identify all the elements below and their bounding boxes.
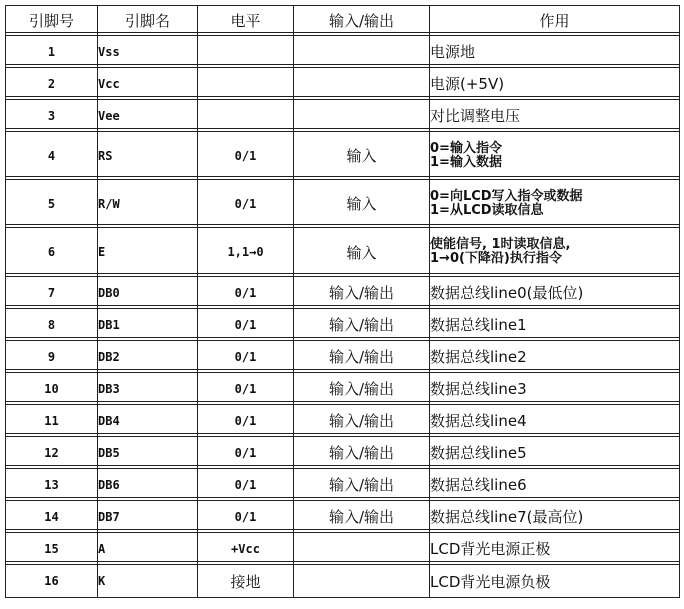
function-line: 数据总线line7(最高位) xyxy=(430,508,584,526)
level-cell: +Vcc xyxy=(198,533,294,565)
header-row xyxy=(6,6,679,36)
pin-number-cell: 9 xyxy=(6,341,98,373)
level-cell xyxy=(198,100,294,132)
pin-name-cell: DB4 xyxy=(98,405,198,437)
pin-number-cell: 5 xyxy=(6,180,98,228)
function-line: 对比调整电压 xyxy=(430,107,521,125)
function-line: 数据总线line5 xyxy=(430,444,527,462)
function-line: 数据总线line2 xyxy=(430,348,527,366)
pin-name-cell: DB7 xyxy=(98,501,198,533)
pin-number-cell: 8 xyxy=(6,309,98,341)
header-level: 电平 xyxy=(198,6,294,36)
table-row xyxy=(6,309,679,341)
pin-number-cell: 2 xyxy=(6,68,98,100)
pin-number-cell: 12 xyxy=(6,437,98,469)
function-cell xyxy=(430,132,679,180)
level-cell xyxy=(198,68,294,100)
level-cell: 0/1 xyxy=(198,373,294,405)
function-cell xyxy=(430,180,679,228)
table-row xyxy=(6,341,679,373)
function-line: 数据总线line6 xyxy=(430,476,527,494)
io-cell xyxy=(294,565,430,597)
io-cell: 输入 xyxy=(294,180,430,228)
pin-name-cell: Vcc xyxy=(98,68,198,100)
function-line: 电源地 xyxy=(430,43,476,61)
function-line: 数据总线line0(最低位) xyxy=(430,284,584,302)
level-cell: 0/1 xyxy=(198,341,294,373)
level-cell: 接地 xyxy=(198,565,294,597)
level-cell: 0/1 xyxy=(198,132,294,180)
level-cell: 0/1 xyxy=(198,277,294,309)
level-cell: 0/1 xyxy=(198,405,294,437)
pin-number-cell: 14 xyxy=(6,501,98,533)
table-row xyxy=(6,373,679,405)
pin-name-cell: Vee xyxy=(98,100,198,132)
function-cell xyxy=(430,469,679,501)
pin-number-cell: 1 xyxy=(6,36,98,68)
function-cell xyxy=(430,309,679,341)
function-cell xyxy=(430,405,679,437)
io-cell: 输入/输出 xyxy=(294,405,430,437)
pin-name-cell: E xyxy=(98,228,198,277)
pin-name-cell: A xyxy=(98,533,198,565)
pin-name-cell: DB2 xyxy=(98,341,198,373)
table-row xyxy=(6,132,679,180)
pin-name-cell: K xyxy=(98,565,198,597)
table-row xyxy=(6,501,679,533)
function-line: 电源(+5V) xyxy=(430,75,505,93)
function-line: 使能信号, 1时读取信息, xyxy=(430,237,571,252)
header-pin-name: 引脚名 xyxy=(98,6,198,36)
table-row xyxy=(6,100,679,132)
function-cell xyxy=(430,36,679,68)
level-cell: 0/1 xyxy=(198,469,294,501)
function-line: 数据总线line3 xyxy=(430,380,527,398)
pin-name-cell: DB6 xyxy=(98,469,198,501)
pin-number-cell: 16 xyxy=(6,565,98,597)
table-row xyxy=(6,565,679,597)
io-cell xyxy=(294,533,430,565)
table-row xyxy=(6,36,679,68)
function-cell xyxy=(430,341,679,373)
function-line: LCD背光电源正极 xyxy=(430,540,551,558)
function-cell xyxy=(430,533,679,565)
table-row xyxy=(6,68,679,100)
pin-number-cell: 6 xyxy=(6,228,98,277)
pin-number-cell: 15 xyxy=(6,533,98,565)
header-pin-number: 引脚号 xyxy=(6,6,98,36)
io-cell: 输入/输出 xyxy=(294,437,430,469)
level-cell: 0/1 xyxy=(198,180,294,228)
pin-number-cell: 10 xyxy=(6,373,98,405)
pin-number-cell: 13 xyxy=(6,469,98,501)
io-cell xyxy=(294,36,430,68)
level-cell: 0/1 xyxy=(198,501,294,533)
io-cell: 输入/输出 xyxy=(294,373,430,405)
io-cell: 输入/输出 xyxy=(294,277,430,309)
table-row xyxy=(6,228,679,277)
level-cell: 0/1 xyxy=(198,437,294,469)
pin-name-cell: DB0 xyxy=(98,277,198,309)
io-cell xyxy=(294,68,430,100)
table-row xyxy=(6,437,679,469)
function-line: 数据总线line1 xyxy=(430,316,527,334)
io-cell: 输入/输出 xyxy=(294,469,430,501)
pin-name-cell: DB1 xyxy=(98,309,198,341)
table-row xyxy=(6,533,679,565)
function-line: 1=从LCD读取信息 xyxy=(430,202,544,218)
function-cell xyxy=(430,437,679,469)
table-row xyxy=(6,405,679,437)
function-line: LCD背光电源负极 xyxy=(430,572,551,591)
function-cell xyxy=(430,68,679,100)
pin-name-cell: Vss xyxy=(98,36,198,68)
function-cell xyxy=(430,100,679,132)
function-cell xyxy=(430,565,679,597)
io-cell: 输入/输出 xyxy=(294,309,430,341)
pin-name-cell: DB5 xyxy=(98,437,198,469)
header-function: 作用 xyxy=(430,6,679,36)
header-io: 输入/输出 xyxy=(294,6,430,36)
table-row xyxy=(6,277,679,309)
function-line: 0=输入指令 xyxy=(430,140,502,156)
function-line: 1=输入数据 xyxy=(430,154,502,170)
level-cell xyxy=(198,36,294,68)
table-row xyxy=(6,469,679,501)
function-line: 0=向LCD写入指令或数据 xyxy=(430,188,583,204)
function-cell xyxy=(430,501,679,533)
function-line: 数据总线line4 xyxy=(430,412,527,430)
function-line: 1→0(下降沿)执行指令 xyxy=(430,251,562,266)
io-cell: 输入 xyxy=(294,228,430,277)
pin-number-cell: 4 xyxy=(6,132,98,180)
pin-name-cell: DB3 xyxy=(98,373,198,405)
pin-table xyxy=(5,5,680,598)
pin-name-cell: R/W xyxy=(98,180,198,228)
function-cell xyxy=(430,277,679,309)
function-cell xyxy=(430,228,679,277)
io-cell: 输入/输出 xyxy=(294,341,430,373)
function-cell xyxy=(430,373,679,405)
level-cell: 1,1→0 xyxy=(198,228,294,277)
pin-name-cell: RS xyxy=(98,132,198,180)
io-cell: 输入 xyxy=(294,132,430,180)
table-row xyxy=(6,180,679,228)
pin-number-cell: 3 xyxy=(6,100,98,132)
pin-number-cell: 11 xyxy=(6,405,98,437)
level-cell: 0/1 xyxy=(198,309,294,341)
io-cell: 输入/输出 xyxy=(294,501,430,533)
io-cell xyxy=(294,100,430,132)
pin-number-cell: 7 xyxy=(6,277,98,309)
